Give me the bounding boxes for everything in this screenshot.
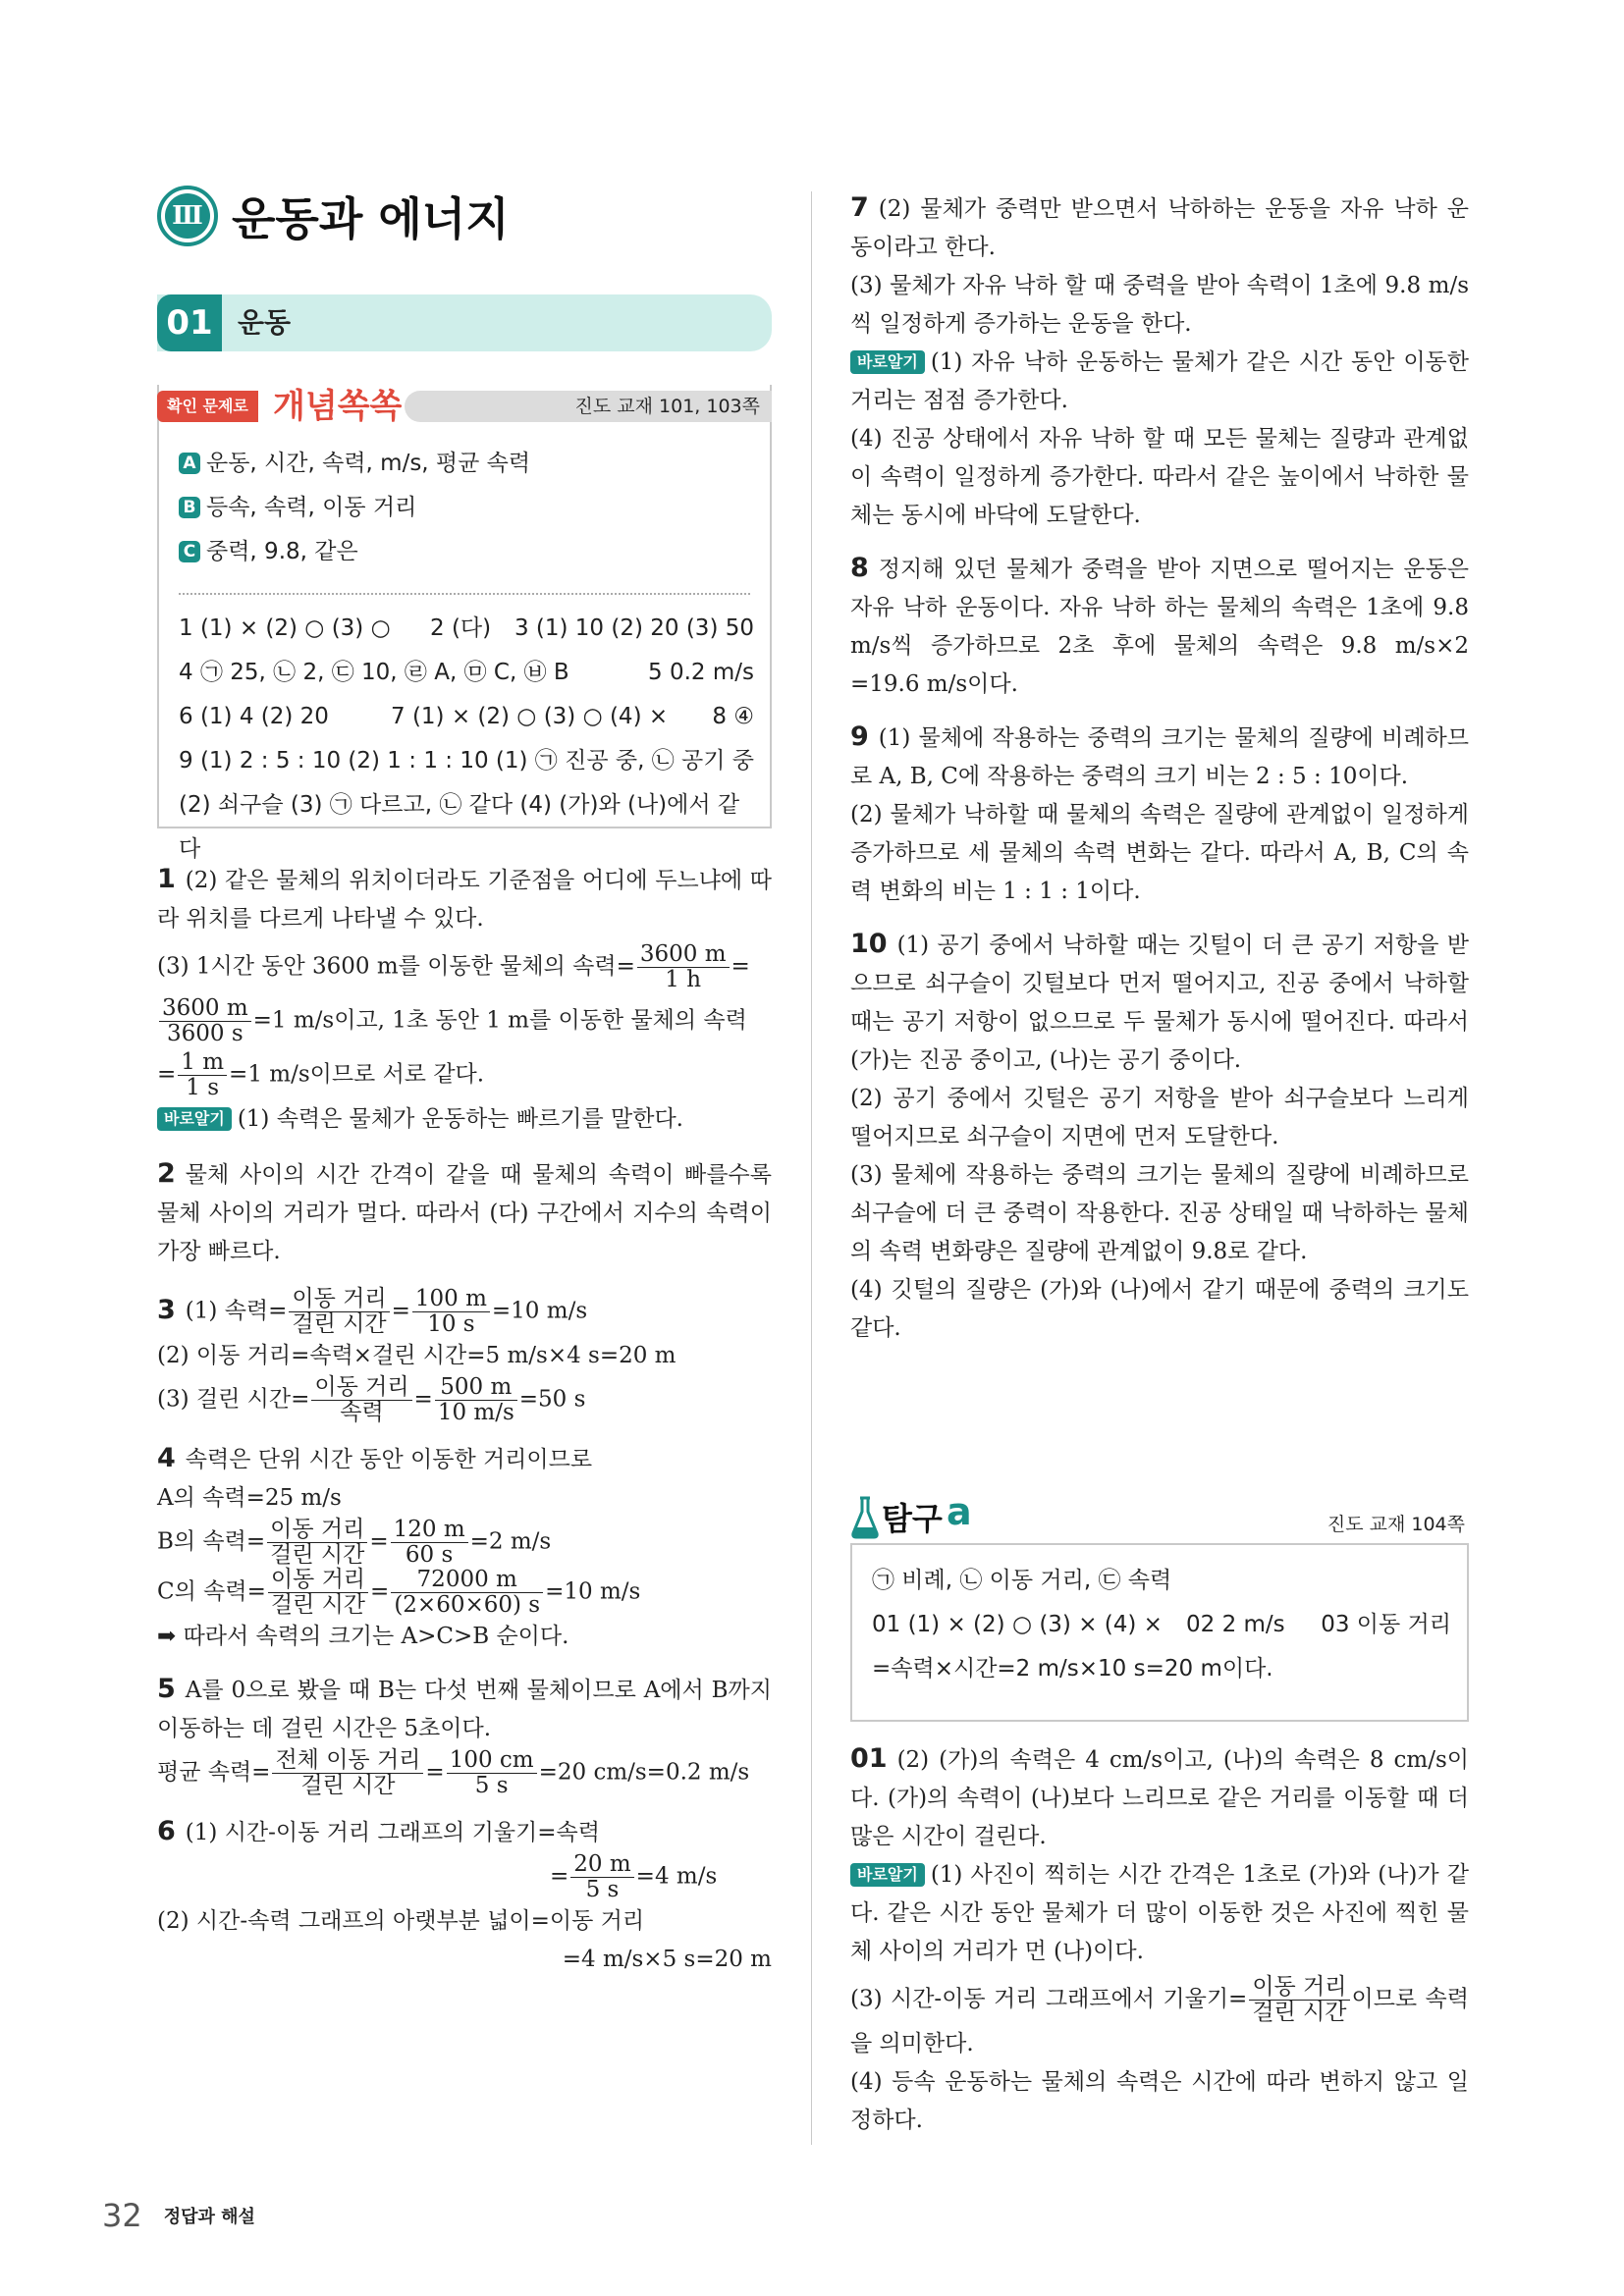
correction-badge: 바로알기	[157, 1107, 232, 1131]
q6: 6 (1) 시간-이동 거리 그래프의 기울기=속력 = $\frac{20 m}{5 s}$ =4 m/s (2) 시간-속력 그래프의 아랫부분 넓이=이동 거리 =4 m/s×5 s=20 m	[157, 1816, 772, 1972]
explore-box	[850, 1543, 1469, 1722]
flask-icon	[850, 1496, 880, 1539]
fraction: $\frac{20 m}{5 s}$	[570, 1852, 633, 1902]
q4: 4 속력은 단위 시간 동안 이동한 거리이므로 A의 속력=25 m/s B의 속력= $\frac{\text{이동 거리}}{\text{걸린 시간}}$ = $\frac{120 m}{60 s}$ =2 m/s C의 속력= $\frac{\text{이동 거리}}{\text{걸린 시간}}$ = $\frac{72000 m}{(2\times 60\times 60) s}$ =10 m/s ➡ 따라서 속력의 크기는 A>C>B 순이다.	[157, 1443, 641, 1649]
q2: 2 물체 사이의 시간 간격이 같을 때 물체의 속력이 빠를수록 물체 사이의 거리가 멀다. 따라서 (다) 구간에서 지수의 속력이 가장 빠르다.	[157, 1158, 772, 1264]
explore-line-2: 01 (1) × (2) ○ (3) × (4) × 02 2 m/s 03 이동 거리	[872, 1612, 1451, 1637]
chapter-bar	[157, 294, 772, 351]
footer-label: 정답과 해설	[163, 2207, 255, 2227]
q5: 5 A를 0으로 봤을 때 B는 다섯 번째 물체이므로 A에서 B까지 이동하는 데 걸린 시간은 5초이다. 평균 속력= $\frac{\text{전체 이동 거리}}{\text{걸린 시간}}$ = $\frac{100 cm}{5 s}$ =20 cm/s=0.2 m/s	[157, 1674, 772, 1798]
correction-badge: 바로알기	[850, 1863, 925, 1887]
concept-header	[157, 385, 772, 428]
answer-row-4: 9 (1) 2 : 5 : 10 (2) 1 : 1 : 1 10 (1) ㉠ 진공 중, ㉡ 공기 중	[179, 748, 754, 774]
explore-ref: 진도 교재 104쪽	[1326, 1514, 1465, 1535]
fraction: $\frac{\text{이동 거리}}{\text{걸린 시간}}$	[268, 1568, 368, 1618]
answer-row-5: (2) 쇠구슬 (3) ㉠ 다르고, ㉡ 같다 (4) (가)와 (나)에서 같다	[179, 792, 740, 862]
concept-title: 개념쏙쏙	[273, 387, 403, 426]
concept-ref: 진도 교재 101, 103쪽	[574, 396, 760, 417]
fraction: $\frac{100 m}{10 s}$	[412, 1287, 490, 1337]
answer-row-3: 6 (1) 4 (2) 20 7 (1) × (2) ○ (3) ○ (4) × 8 ④	[179, 704, 754, 729]
footer	[102, 2191, 255, 2240]
fraction: $\frac{3600 m}{1 h}$	[637, 942, 730, 992]
fraction: $\frac{72000 m}{(2\times 60\times 60) s}$	[391, 1568, 543, 1618]
keyword-a: A 운동, 시간, 속력, m/s, 평균 속력	[179, 442, 530, 486]
answer-row-1: 1 (1) × (2) ○ (3) ○ 2 (다) 3 (1) 10 (2) 20 (3) 50	[179, 615, 754, 641]
answer-row-2: 4 ㉠ 25, ㉡ 2, ㉢ 10, ㉣ A, ㉤ C, ㉥ B 5 0.2 m/s	[179, 660, 754, 685]
fraction: $\frac{\text{이동 거리}}{\text{걸린 시간}}$	[289, 1287, 389, 1337]
box-divider	[179, 593, 750, 595]
page-number: 32	[102, 2197, 142, 2234]
explore-line-1: ㉠ 비례, ㉡ 이동 거리, ㉢ 속력	[872, 1568, 1172, 1593]
q7: 7 (2) 물체가 중력만 받으면서 낙하하는 운동을 자유 낙하 운동이라고 한다. (3) 물체가 자유 낙하 할 때 중력을 받아 속력이 1초에 9.8 m/s씩 일정하게 증가하는 운동을 한다. 바로알기 (1) 자유 낙하 운동하는 물체가 같은 시간 동안 이동한 거리는 점점 증가한다. (4) 진공 상태에서 자유 낙하 할 때 모든 물체는 질량과 관계없이 속력이 일정하게 증가한다. 따라서 같은 높이에서 낙하한 물체는 동시에 바닥에 도달한다.	[850, 192, 1469, 528]
explore-explanations: 01 (2) (가)의 속력은 4 cm/s이고, (나)의 속력은 8 cm/s이다. (가)의 속력이 (나)보다 느리므로 같은 거리를 이동할 때 더 많은 시간이 걸린다. 바로알기 (1) 사진이 찍히는 시간 간격은 1초로 (가)와 (나)가 같다. 같은 시간 동안 물체가 더 많이 이동한 것은 사진에 찍힌 물체 사이의 거리가 먼 (나)이다. (3) 시간-이동 거리 그래프에서 기울기= $\frac{\text{이동 거리}}{\text{걸린 시간}}$ 이므로 속력을 의미한다. (4) 등속 운동하는 물체의 속력은 시간에 따라 변하지 않고 일정하다.	[850, 1743, 1469, 2133]
column-divider	[811, 191, 812, 2145]
unit-title: 운동과 에너지	[232, 192, 510, 245]
left-explanations	[157, 860, 772, 1979]
keyword-list	[179, 442, 530, 574]
explore-header	[850, 1492, 1469, 1543]
fraction: $\frac{\text{이동 거리}}{\text{걸린 시간}}$	[1249, 1975, 1349, 2025]
explore-title-a: a	[947, 1490, 972, 1533]
explore-title: 탐구	[882, 1500, 943, 1537]
q8: 8 정지해 있던 물체가 중력을 받아 지면으로 떨어지는 운동은 자유 낙하 운동이다. 자유 낙하 하는 물체의 속력은 1초에 9.8 m/s씩 증가하므로 2초 후에 물체의 속력은 9.8 m/s×2 =19.6 m/s이다.	[850, 553, 1469, 697]
chapter-number: 01	[157, 294, 222, 351]
unit-header	[157, 185, 510, 247]
fraction: $\frac{\text{이동 거리}}{\text{속력}}$	[311, 1375, 411, 1425]
fraction: $\frac{100 cm}{5 s}$	[447, 1748, 537, 1798]
chapter-title: 운동	[238, 306, 292, 339]
right-explanations	[850, 188, 1469, 1348]
correction-badge: 바로알기	[850, 350, 925, 374]
unit-roman-badge: Ⅲ	[157, 186, 218, 246]
answer-grid	[179, 607, 754, 862]
fraction: $\frac{\text{이동 거리}}{\text{걸린 시간}}$	[267, 1518, 367, 1568]
q10: 10 (1) 공기 중에서 낙하할 때는 깃털이 더 큰 공기 저항을 받으므로 쇠구슬이 깃털보다 먼저 떨어지고, 진공 중에서 낙하할 때는 공기 저항이 없으므로 두 물체가 동시에 떨어진다. 따라서 (가)는 진공 중이고, (나)는 공기 중이다. (2) 공기 중에서 깃털은 공기 저항을 받아 쇠구슬보다 느리게 떨어지므로 쇠구슬이 지면에 먼저 도달한다. (3) 물체에 작용하는 중력의 크기는 물체의 질량에 비례하므로 쇠구슬에 더 큰 중력이 작용한다. 진공 상태일 때 낙하하는 물체의 속력 변화량은 질량에 관계없이 9.8로 같다. (4) 깃털의 질량은 (가)와 (나)에서 같기 때문에 중력의 크기도 같다.	[850, 929, 1469, 1341]
fraction: $\frac{\text{전체 이동 거리}}{\text{걸린 시간}}$	[272, 1748, 423, 1798]
concept-box	[157, 385, 772, 862]
q1: 1 (2) 같은 물체의 위치이더라도 기준점을 어디에 두느냐에 따라 위치를 다르게 나타낼 수 있다. (3) 1시간 동안 3600 m를 이동한 물체의 속력= $\frac{3600 m}{1 h}$ = $\frac{3600 m}{3600 s}$ =1 m/s이고, 1초 동안 1 m를 이동한 물체의 속력 = $\frac{1 m}{1 s}$ =1 m/s이므로 서로 같다. 바로알기 (1) 속력은 물체가 운동하는 빠르기를 말한다.	[157, 864, 772, 1132]
fraction: $\frac{120 m}{60 s}$	[391, 1518, 468, 1568]
keyword-b: B 등속, 속력, 이동 거리	[179, 486, 530, 530]
q9: 9 (1) 물체에 작용하는 중력의 크기는 물체의 질량에 비례하므로 A, B, C에 작용하는 중력의 크기 비는 2 : 5 : 10이다. (2) 물체가 낙하할 때 물체의 속력은 질량에 관계없이 일정하게 증가하므로 세 물체의 속력 변화는 같다. 따라서 A, B, C의 속력 변화의 비는 1 : 1 : 1이다.	[850, 721, 1469, 904]
fraction: $\frac{1 m}{1 s}$	[178, 1050, 227, 1100]
concept-tag: 확인 문제로	[157, 391, 258, 422]
keyword-c: C 중력, 9.8, 같은	[179, 530, 530, 574]
explore-line-3: =속력×시간=2 m/s×10 s=20 m이다.	[872, 1656, 1273, 1682]
fraction: $\frac{500 m}{10 m/s}$	[435, 1375, 517, 1425]
q3: 3 (1) 속력= $\frac{\text{이동 거리}}{\text{걸린 시간}}$ = $\frac{100 m}{10 s}$ =10 m/s (2) 이동 거리=속력×걸린 시간=5 m/s×4 s=20 m (3) 걸린 시간= $\frac{\text{이동 거리}}{\text{속력}}$ = $\frac{500 m}{10 m/s}$ =50 s	[157, 1286, 677, 1425]
fraction: $\frac{3600 m}{3600 s}$	[159, 996, 251, 1046]
